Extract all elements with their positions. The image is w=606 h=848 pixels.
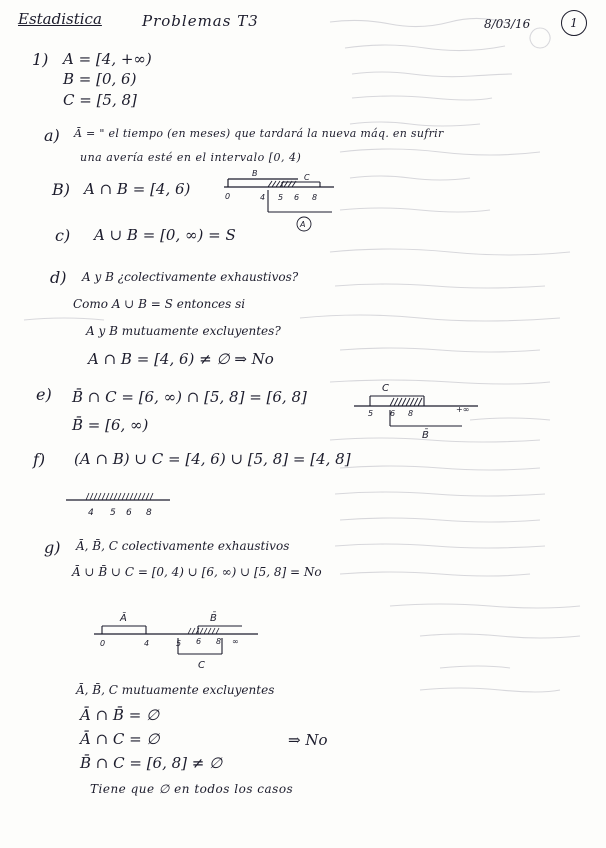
part-g-label: g) bbox=[44, 538, 61, 557]
part-e-intersection: B̄ ∩ C = [6, ∞) ∩ [5, 8] = [6, 8] bbox=[72, 388, 307, 406]
part-d-reasoning: Como A ∪ B = S entonces si bbox=[73, 297, 246, 311]
number-line-bbar-intersect-c bbox=[352, 380, 482, 442]
diagram-label-c: C bbox=[198, 660, 205, 671]
part-e-label: e) bbox=[36, 385, 52, 404]
diagram-tick-8: 8 bbox=[312, 193, 318, 202]
part-b-intersection: A ∩ B = [4, 6) bbox=[84, 180, 191, 198]
diagram-tick-8: 8 bbox=[216, 637, 222, 646]
diagram-tick-5: 5 bbox=[110, 508, 116, 518]
part-g-abar-intersect-c: Ā ∩ C = ∅ bbox=[80, 730, 160, 748]
part-d-conclusion: A ∩ B = [4, 6) ≠ ∅ ⇒ No bbox=[88, 350, 274, 368]
diagram-label-c: C bbox=[382, 383, 389, 394]
number-line-complements bbox=[92, 606, 262, 670]
diagram-label-abar: Ā bbox=[120, 613, 127, 624]
part-a-label: a) bbox=[44, 126, 60, 145]
part-g-conclusion: ⇒ No bbox=[288, 731, 328, 749]
number-line-union bbox=[64, 488, 174, 520]
part-a-line-1: Ā = " el tiempo (en meses) que tardará la nueva máq. en sufrir bbox=[74, 127, 444, 140]
part-a-line-2: una avería esté en el intervalo [0, 4) bbox=[80, 151, 302, 164]
diagram-tick-0: 0 bbox=[225, 192, 231, 201]
diagram-tick-6: 6 bbox=[390, 409, 396, 418]
part-g-question-exclusive: Ā, B̄, C mutuamente excluyentes bbox=[76, 683, 275, 697]
part-g-abar-intersect-bbar: Ā ∩ B̄ = ∅ bbox=[80, 706, 160, 724]
diagram-tick-6: 6 bbox=[294, 193, 300, 202]
diagram-tick-4: 4 bbox=[88, 508, 94, 518]
diagram-tick-infinity: ∞ bbox=[232, 637, 239, 646]
part-g-question-exhaustive: Ā, B̄, C colectivamente exhaustivos bbox=[76, 539, 290, 553]
part-g-final-note: Tiene que ∅ en todos los casos bbox=[90, 782, 294, 796]
subject-heading: Estadistica bbox=[18, 10, 102, 28]
diagram-label-bbar: B̄ bbox=[422, 430, 429, 441]
part-d-question-exhaustive: A y B ¿colectivamente exhaustivos? bbox=[82, 270, 299, 284]
part-e-complement-b: B̄ = [6, ∞) bbox=[72, 416, 149, 434]
part-d-question-exclusive: A y B mutuamente excluyentes? bbox=[86, 324, 281, 338]
diagram-tick-5: 5 bbox=[368, 409, 374, 418]
diagram-tick-5: 5 bbox=[278, 193, 284, 202]
part-f-label: f) bbox=[33, 450, 46, 469]
set-definition-b: B = [0, 6) bbox=[63, 70, 137, 88]
diagram-tick-8: 8 bbox=[408, 409, 414, 418]
part-c-label: c) bbox=[55, 226, 71, 245]
diagram-tick-6: 6 bbox=[196, 637, 202, 646]
diagram-tick-8: 8 bbox=[146, 508, 152, 518]
part-g-bbar-intersect-c: B̄ ∩ C = [6, 8] ≠ ∅ bbox=[80, 754, 223, 772]
sheet-title: Problemas T3 bbox=[142, 12, 259, 30]
problem-number: 1) bbox=[32, 50, 49, 69]
set-definition-a: A = [4, +∞) bbox=[63, 50, 152, 68]
diagram-tick-4: 4 bbox=[260, 193, 266, 202]
number-line-a-intersect-b bbox=[222, 166, 342, 232]
sheet-date: 8/03/16 bbox=[484, 17, 531, 31]
diagram-label-b: B bbox=[252, 169, 258, 178]
part-b-label: B) bbox=[52, 180, 70, 199]
diagram-tick-4: 4 bbox=[144, 639, 150, 648]
diagram-label-c: C bbox=[304, 173, 310, 182]
diagram-tick-0: 0 bbox=[100, 639, 106, 648]
set-definition-c: C = [5, 8] bbox=[63, 91, 137, 109]
diagram-tick-6: 6 bbox=[126, 508, 132, 518]
part-c-union: A ∪ B = [0, ∞) = S bbox=[94, 226, 236, 244]
part-g-union: Ā ∪ B̄ ∪ C = [0, 4) ∪ [6, ∞) ∪ [5, 8] = No bbox=[72, 565, 322, 579]
part-f-expression: (A ∩ B) ∪ C = [4, 6) ∪ [5, 8] = [4, 8] bbox=[74, 450, 351, 468]
diagram-tick-infinity: +∞ bbox=[456, 405, 470, 414]
page-number: 1 bbox=[570, 16, 578, 30]
diagram-label-bbar: B̄ bbox=[210, 613, 217, 624]
diagram-label-a: A bbox=[300, 220, 306, 229]
part-d-label: d) bbox=[50, 268, 67, 287]
page-number-badge bbox=[561, 10, 587, 36]
diagram-tick-5: 5 bbox=[176, 639, 182, 648]
